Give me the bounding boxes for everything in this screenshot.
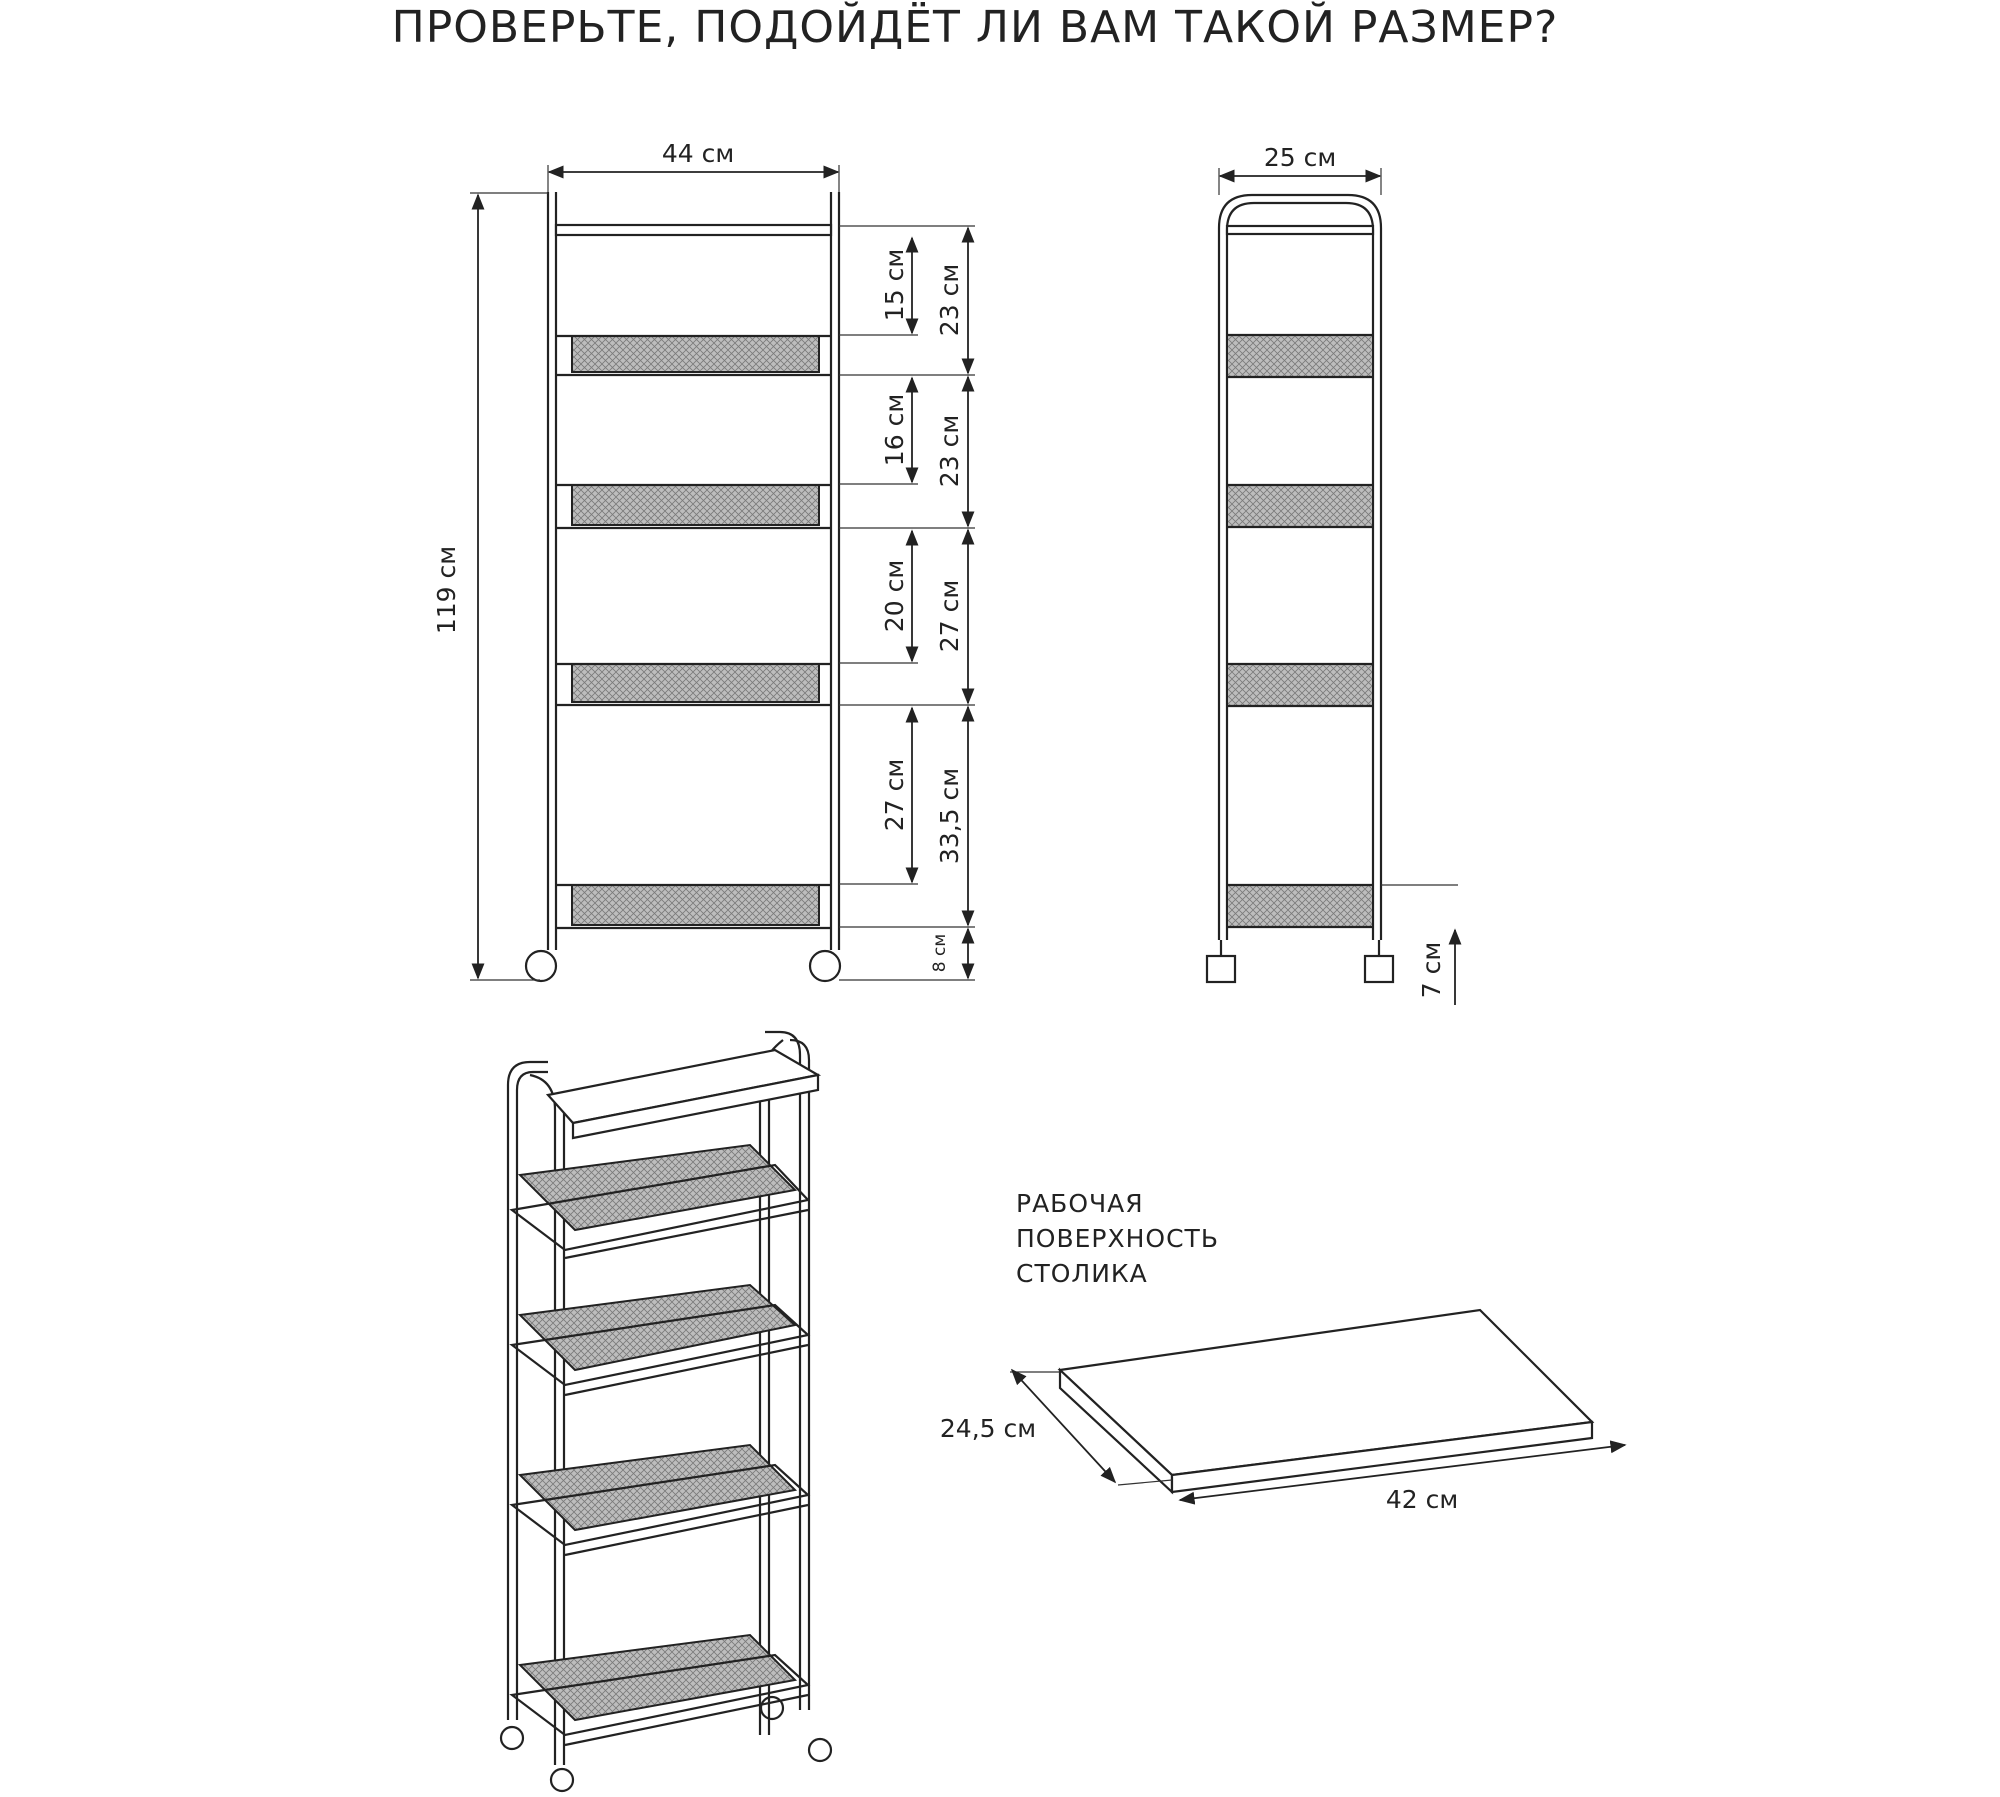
gap-outer-1: 23 см [935, 263, 964, 337]
tabletop-caption-line-2: ПОВЕРХНОСТЬ [1016, 1224, 1219, 1253]
wheel-icon [761, 1697, 783, 1719]
gap-outer-3: 27 см [935, 579, 964, 653]
tabletop-width-label: 42 см [1385, 1485, 1459, 1514]
gap-inner-3: 20 см [880, 559, 909, 633]
wheel-height-front: 8 см [930, 933, 950, 973]
side-shelf-4 [1227, 885, 1373, 927]
iso-basket-3 [512, 1445, 808, 1555]
wheel-icon [809, 1739, 831, 1761]
wheel-icon [551, 1769, 573, 1791]
tabletop-view [940, 1189, 1625, 1514]
side-depth-label: 25 см [1263, 143, 1337, 172]
gap-outer-4: 33,5 см [935, 767, 964, 865]
iso-basket-1 [512, 1145, 808, 1258]
wheel-icon [810, 951, 840, 981]
side-view [1207, 143, 1458, 1005]
front-width-label: 44 см [661, 139, 735, 168]
front-shelf-2 [556, 485, 831, 528]
iso-basket-2 [512, 1285, 808, 1395]
isometric-view [501, 1032, 831, 1791]
wheel-icon [526, 951, 556, 981]
gap-inner-2: 16 см [880, 393, 909, 467]
wheel-icon [501, 1727, 523, 1749]
side-shelf-1 [1227, 335, 1373, 377]
front-view [432, 139, 975, 981]
side-shelf-3 [1227, 664, 1373, 706]
caster-icon [1207, 940, 1235, 982]
tabletop-caption-line-3: СТОЛИКА [1016, 1259, 1148, 1288]
front-shelf-1 [556, 336, 831, 375]
caster-icon [1365, 940, 1393, 982]
side-shelf-2 [1227, 485, 1373, 527]
gap-inner-1: 15 см [880, 248, 909, 322]
total-height-label: 119 см [432, 545, 461, 635]
page-title: ПРОВЕРЬТЕ, ПОДОЙДЁТ ЛИ ВАМ ТАКОЙ РАЗМЕР? [391, 2, 1559, 53]
wheel-height-side: 7 см [1417, 941, 1446, 999]
tabletop-caption-line-1: РАБОЧАЯ [1016, 1189, 1144, 1218]
front-shelf-3 [556, 664, 831, 705]
front-shelf-4 [556, 885, 831, 928]
tabletop-depth-label: 24,5 см [939, 1414, 1037, 1443]
gap-outer-2: 23 см [935, 414, 964, 488]
gap-inner-4: 27 см [880, 758, 909, 832]
iso-basket-4 [512, 1635, 808, 1745]
